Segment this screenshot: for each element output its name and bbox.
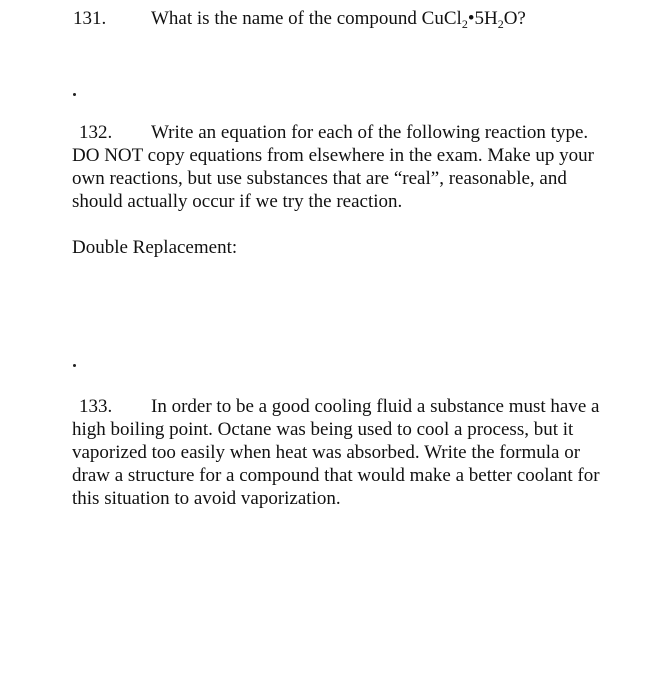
question-131-text-before: What is the name of the compound CuCl [151,8,462,29]
question-132 [72,121,647,213]
question-133-line-4: draw a structure for a compound that would make a better coolant for [72,465,600,486]
question-132-line-1 [72,121,647,144]
question-133-number: 133. [79,396,113,417]
answer-dot-marker [73,364,76,367]
answer-dot-marker [73,93,76,96]
question-133-line-1 [72,395,647,418]
question-133-line-5: this situation to avoid vaporization. [72,488,341,509]
double-replacement-label: Double Replacement: [72,237,238,258]
question-132-line-2: DO NOT copy equations from elsewhere in the exam. Make up your [72,145,595,166]
question-133 [72,395,647,510]
question-131-text-after: O? [503,8,526,29]
question-131-subscript-1: 2 [461,17,468,31]
question-133-line-2: high boiling point. Octane was being used to cool a process, but it [72,419,574,440]
question-132-number: 132. [79,122,113,143]
question-133-line-3: vaporized too easily when heat was absorbed. Write the formula or [72,442,581,463]
question-133-line-1-text: In order to be a good cooling fluid a substance must have a [151,396,600,417]
question-131-text-mid: •5H [467,8,498,29]
question-132-line-3: own reactions, but use substances that are “real”, reasonable, and [72,168,567,189]
question-132-line-1-text: Write an equation for each of the following reaction type. [151,122,589,143]
question-131-number: 131. [73,8,107,29]
question-131-text [151,8,526,30]
question-132-line-4: should actually occur if we try the reaction. [72,191,403,212]
question-131-subscript-2: 2 [497,17,504,31]
